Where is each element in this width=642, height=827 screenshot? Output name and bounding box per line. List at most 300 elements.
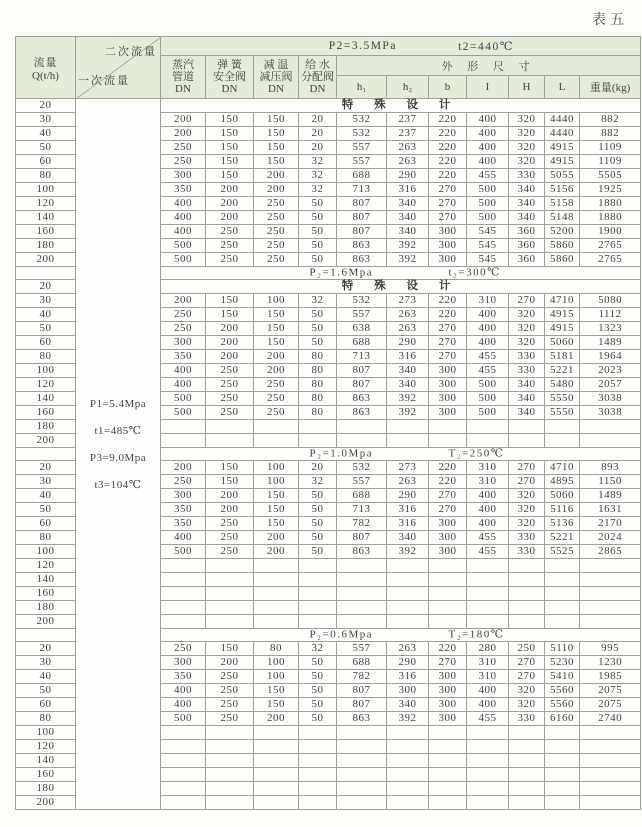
empty-cell bbox=[387, 573, 429, 587]
data-cell: 500 bbox=[161, 392, 206, 406]
flow-label: 流量 bbox=[33, 56, 58, 69]
empty-cell bbox=[387, 420, 429, 434]
data-cell: 330 bbox=[509, 531, 545, 545]
empty-cell bbox=[580, 601, 641, 615]
data-cell: 340 bbox=[509, 183, 545, 197]
empty-cell bbox=[545, 768, 580, 782]
data-cell: 400 bbox=[467, 127, 509, 141]
data-cell: 32 bbox=[299, 155, 337, 169]
side-label: P1=5.4Mpa bbox=[89, 398, 147, 410]
empty-cell bbox=[337, 601, 387, 615]
empty-cell bbox=[509, 782, 545, 796]
data-cell: 330 bbox=[509, 169, 545, 183]
data-cell: 330 bbox=[509, 545, 545, 559]
temperature-value: t2=440℃ bbox=[458, 41, 515, 53]
data-cell: 400 bbox=[467, 322, 509, 336]
flow-cell: 50 bbox=[16, 684, 76, 698]
flow-cell: 60 bbox=[16, 336, 76, 350]
data-cell: 5560 bbox=[545, 698, 580, 712]
flow-cell: 50 bbox=[16, 503, 76, 517]
data-cell: 200 bbox=[206, 183, 254, 197]
section-temperature-value: t₂=300℃ bbox=[448, 266, 501, 279]
data-cell: 392 bbox=[387, 239, 429, 253]
data-cell: 220 bbox=[429, 475, 467, 489]
empty-cell bbox=[387, 768, 429, 782]
header-line: 给 水 bbox=[305, 59, 330, 71]
data-cell: 532 bbox=[337, 113, 387, 127]
side-label: P3=9.0Mpa bbox=[89, 452, 147, 464]
section-pressure-value: P₂=0.6Mpa bbox=[309, 628, 374, 641]
data-cell: 300 bbox=[429, 239, 467, 253]
data-cell: 150 bbox=[254, 489, 299, 503]
data-cell: 220 bbox=[429, 461, 467, 475]
flow-cell: 120 bbox=[16, 197, 76, 211]
data-cell: 500 bbox=[161, 545, 206, 559]
data-cell: 545 bbox=[467, 253, 509, 267]
data-cell: 340 bbox=[509, 197, 545, 211]
data-cell: 320 bbox=[509, 698, 545, 712]
flow-cell: 160 bbox=[16, 587, 76, 601]
data-cell: 5200 bbox=[545, 225, 580, 239]
data-cell: 20 bbox=[299, 113, 337, 127]
data-cell: 320 bbox=[509, 489, 545, 503]
empty-cell bbox=[467, 782, 509, 796]
data-cell: 5110 bbox=[545, 642, 580, 656]
data-cell: 250 bbox=[254, 406, 299, 420]
data-cell: 1880 bbox=[580, 211, 641, 225]
data-cell: 500 bbox=[161, 253, 206, 267]
data-cell: 250 bbox=[206, 684, 254, 698]
data-cell: 500 bbox=[467, 183, 509, 197]
flow-cell: 100 bbox=[16, 545, 76, 559]
empty-cell bbox=[545, 796, 580, 810]
data-cell: 400 bbox=[467, 503, 509, 517]
data-cell: 807 bbox=[337, 531, 387, 545]
data-cell: 5550 bbox=[545, 392, 580, 406]
data-cell: 532 bbox=[337, 127, 387, 141]
data-cell: 50 bbox=[299, 211, 337, 225]
data-cell: 807 bbox=[337, 698, 387, 712]
data-cell: 4915 bbox=[545, 155, 580, 169]
empty-cell bbox=[467, 559, 509, 573]
empty-cell bbox=[161, 434, 206, 448]
data-cell: 270 bbox=[429, 183, 467, 197]
data-cell: 300 bbox=[429, 684, 467, 698]
data-cell: 4440 bbox=[545, 127, 580, 141]
empty-cell bbox=[337, 726, 387, 740]
column-header-steam-pipe-dn bbox=[161, 56, 206, 99]
flow-cell: 40 bbox=[16, 127, 76, 141]
empty-cell bbox=[387, 615, 429, 629]
data-cell: 807 bbox=[337, 364, 387, 378]
empty-cell bbox=[206, 587, 254, 601]
data-cell: 5560 bbox=[545, 684, 580, 698]
data-cell: 250 bbox=[206, 712, 254, 726]
data-cell: 316 bbox=[387, 670, 429, 684]
data-cell: 532 bbox=[337, 461, 387, 475]
data-cell: 290 bbox=[387, 169, 429, 183]
data-cell: 300 bbox=[429, 712, 467, 726]
header-line: DN bbox=[221, 83, 238, 95]
empty-cell bbox=[299, 796, 337, 810]
data-cell: 2057 bbox=[580, 378, 641, 392]
empty-cell bbox=[337, 754, 387, 768]
data-cell: 500 bbox=[161, 239, 206, 253]
data-cell: 150 bbox=[206, 475, 254, 489]
data-cell: 1631 bbox=[580, 503, 641, 517]
side-label: t3=104℃ bbox=[94, 479, 142, 491]
data-cell: 263 bbox=[387, 322, 429, 336]
data-cell: 863 bbox=[337, 406, 387, 420]
data-cell: 807 bbox=[337, 211, 387, 225]
data-cell: 340 bbox=[387, 211, 429, 225]
data-cell: 250 bbox=[254, 378, 299, 392]
data-cell: 340 bbox=[509, 211, 545, 225]
data-cell: 20 bbox=[299, 127, 337, 141]
data-cell: 300 bbox=[429, 406, 467, 420]
flow-cell: 140 bbox=[16, 211, 76, 225]
data-cell: 50 bbox=[299, 239, 337, 253]
header-line: 减压阀 bbox=[259, 71, 293, 83]
data-cell: 200 bbox=[254, 364, 299, 378]
data-cell: 400 bbox=[467, 489, 509, 503]
data-cell: 200 bbox=[206, 503, 254, 517]
empty-cell bbox=[206, 768, 254, 782]
data-cell: 250 bbox=[254, 253, 299, 267]
flow-cell: 100 bbox=[16, 726, 76, 740]
data-cell: 273 bbox=[387, 294, 429, 308]
data-cell: 273 bbox=[387, 461, 429, 475]
empty-cell bbox=[206, 754, 254, 768]
data-cell: 400 bbox=[161, 225, 206, 239]
data-cell: 300 bbox=[429, 517, 467, 531]
empty-cell bbox=[161, 601, 206, 615]
data-cell: 5136 bbox=[545, 517, 580, 531]
data-cell: 400 bbox=[467, 698, 509, 712]
data-cell: 270 bbox=[509, 294, 545, 308]
empty-cell bbox=[580, 768, 641, 782]
data-cell: 300 bbox=[161, 169, 206, 183]
condition-header bbox=[161, 37, 641, 56]
data-cell: 200 bbox=[206, 489, 254, 503]
data-cell: 316 bbox=[387, 350, 429, 364]
data-cell: 500 bbox=[161, 406, 206, 420]
data-cell: 2740 bbox=[580, 712, 641, 726]
data-cell: 545 bbox=[467, 225, 509, 239]
empty-cell bbox=[206, 726, 254, 740]
empty-cell bbox=[545, 615, 580, 629]
empty-cell bbox=[161, 420, 206, 434]
flow-cell: 20 bbox=[16, 280, 76, 294]
data-cell: 545 bbox=[467, 239, 509, 253]
data-cell: 5116 bbox=[545, 503, 580, 517]
empty-cell bbox=[467, 587, 509, 601]
data-cell: 400 bbox=[161, 378, 206, 392]
data-cell: 50 bbox=[299, 698, 337, 712]
data-cell: 50 bbox=[299, 322, 337, 336]
data-cell: 350 bbox=[161, 503, 206, 517]
flow-cell: 160 bbox=[16, 768, 76, 782]
data-cell: 330 bbox=[509, 364, 545, 378]
table-row bbox=[16, 99, 641, 113]
data-cell: 807 bbox=[337, 197, 387, 211]
flow-cell: 60 bbox=[16, 517, 76, 531]
data-cell: 250 bbox=[161, 308, 206, 322]
data-cell: 250 bbox=[161, 642, 206, 656]
data-cell: 250 bbox=[206, 670, 254, 684]
data-cell: 6160 bbox=[545, 712, 580, 726]
empty-cell bbox=[337, 615, 387, 629]
column-header-h2: h₂ bbox=[387, 76, 429, 99]
data-cell: 220 bbox=[429, 155, 467, 169]
empty-cell bbox=[299, 587, 337, 601]
data-cell: 270 bbox=[509, 475, 545, 489]
data-cell: 1112 bbox=[580, 308, 641, 322]
data-cell: 150 bbox=[254, 308, 299, 322]
data-cell: 250 bbox=[206, 517, 254, 531]
empty-cell bbox=[429, 420, 467, 434]
data-cell: 316 bbox=[387, 503, 429, 517]
empty-cell bbox=[545, 726, 580, 740]
data-cell: 863 bbox=[337, 712, 387, 726]
data-cell: 263 bbox=[387, 155, 429, 169]
empty-cell bbox=[429, 434, 467, 448]
data-cell: 50 bbox=[299, 531, 337, 545]
data-cell: 200 bbox=[206, 211, 254, 225]
data-cell: 32 bbox=[299, 475, 337, 489]
flow-cell: 50 bbox=[16, 141, 76, 155]
data-cell: 270 bbox=[429, 503, 467, 517]
data-cell: 250 bbox=[206, 392, 254, 406]
data-cell: 80 bbox=[299, 406, 337, 420]
data-cell: 250 bbox=[206, 253, 254, 267]
data-cell: 392 bbox=[387, 253, 429, 267]
empty-cell bbox=[545, 420, 580, 434]
data-cell: 400 bbox=[161, 364, 206, 378]
data-cell: 807 bbox=[337, 225, 387, 239]
empty-cell bbox=[206, 434, 254, 448]
flow-cell: 160 bbox=[16, 406, 76, 420]
data-cell: 250 bbox=[206, 406, 254, 420]
data-cell: 5230 bbox=[545, 656, 580, 670]
special-design-cell: 特 殊 设 计 bbox=[161, 99, 641, 113]
data-cell: 340 bbox=[387, 531, 429, 545]
flow-cell: 180 bbox=[16, 782, 76, 796]
empty-cell bbox=[254, 573, 299, 587]
data-cell: 1150 bbox=[580, 475, 641, 489]
data-cell: 400 bbox=[161, 698, 206, 712]
data-cell: 300 bbox=[429, 392, 467, 406]
data-cell: 5060 bbox=[545, 489, 580, 503]
empty-cell bbox=[161, 587, 206, 601]
data-cell: 557 bbox=[337, 642, 387, 656]
data-cell: 50 bbox=[299, 336, 337, 350]
empty-cell bbox=[206, 615, 254, 629]
empty-cell bbox=[299, 573, 337, 587]
empty-cell bbox=[580, 615, 641, 629]
data-cell: 270 bbox=[509, 461, 545, 475]
data-cell: 270 bbox=[429, 197, 467, 211]
flow-cell: 40 bbox=[16, 670, 76, 684]
data-cell: 320 bbox=[509, 141, 545, 155]
data-cell: 100 bbox=[254, 294, 299, 308]
flow-cell: 200 bbox=[16, 434, 76, 448]
special-design-cell: 特 殊 设 计 bbox=[161, 280, 641, 294]
empty-cell bbox=[387, 740, 429, 754]
data-cell: 250 bbox=[254, 225, 299, 239]
table-body bbox=[16, 99, 641, 810]
empty-cell bbox=[509, 726, 545, 740]
data-cell: 280 bbox=[467, 642, 509, 656]
flow-cell: 30 bbox=[16, 475, 76, 489]
data-cell: 270 bbox=[429, 336, 467, 350]
flow-cell: 140 bbox=[16, 754, 76, 768]
data-cell: 200 bbox=[206, 656, 254, 670]
empty-cell bbox=[467, 615, 509, 629]
empty-cell bbox=[580, 573, 641, 587]
flow-cell: 20 bbox=[16, 99, 76, 113]
primary-flow-label: 一次流量 bbox=[78, 75, 130, 87]
empty-cell bbox=[509, 601, 545, 615]
data-cell: 688 bbox=[337, 336, 387, 350]
empty-cell bbox=[467, 768, 509, 782]
empty-cell bbox=[254, 796, 299, 810]
flow-cell bbox=[16, 267, 76, 280]
data-cell: 5148 bbox=[545, 211, 580, 225]
flow-cell: 30 bbox=[16, 656, 76, 670]
empty-cell bbox=[467, 434, 509, 448]
data-cell: 50 bbox=[299, 308, 337, 322]
data-cell: 688 bbox=[337, 489, 387, 503]
column-header-water-dist-valve-dn bbox=[299, 56, 337, 99]
header-line: 蒸汽 bbox=[172, 59, 194, 71]
data-cell: 340 bbox=[387, 225, 429, 239]
data-cell: 863 bbox=[337, 253, 387, 267]
section-temperature-value: T₂=250℃ bbox=[448, 447, 505, 460]
flow-cell: 80 bbox=[16, 531, 76, 545]
empty-cell bbox=[161, 559, 206, 573]
flow-cell: 120 bbox=[16, 559, 76, 573]
data-cell: 500 bbox=[467, 406, 509, 420]
data-cell: 300 bbox=[387, 684, 429, 698]
empty-cell bbox=[254, 615, 299, 629]
empty-cell bbox=[254, 587, 299, 601]
data-cell: 150 bbox=[206, 141, 254, 155]
data-cell: 250 bbox=[206, 698, 254, 712]
empty-cell bbox=[161, 796, 206, 810]
data-cell: 863 bbox=[337, 239, 387, 253]
data-cell: 713 bbox=[337, 350, 387, 364]
empty-cell bbox=[580, 782, 641, 796]
empty-cell bbox=[206, 796, 254, 810]
data-cell: 200 bbox=[206, 336, 254, 350]
data-cell: 2075 bbox=[580, 684, 641, 698]
data-cell: 320 bbox=[509, 517, 545, 531]
data-cell: 500 bbox=[467, 392, 509, 406]
data-cell: 300 bbox=[429, 545, 467, 559]
section-header-cell bbox=[161, 448, 641, 461]
empty-cell bbox=[387, 559, 429, 573]
data-cell: 270 bbox=[509, 656, 545, 670]
data-cell: 5860 bbox=[545, 253, 580, 267]
data-cell: 713 bbox=[337, 183, 387, 197]
data-cell: 150 bbox=[254, 113, 299, 127]
flow-cell: 140 bbox=[16, 573, 76, 587]
data-cell: 5550 bbox=[545, 406, 580, 420]
empty-cell bbox=[254, 740, 299, 754]
section-pressure-value: P₂=1.0Mpa bbox=[309, 447, 374, 460]
flow-cell: 200 bbox=[16, 615, 76, 629]
data-cell: 5156 bbox=[545, 183, 580, 197]
data-cell: 300 bbox=[161, 336, 206, 350]
data-cell: 392 bbox=[387, 406, 429, 420]
data-cell: 220 bbox=[429, 169, 467, 183]
header-line: DN bbox=[309, 83, 326, 95]
data-cell: 400 bbox=[161, 197, 206, 211]
data-cell: 32 bbox=[299, 169, 337, 183]
empty-cell bbox=[429, 768, 467, 782]
empty-cell bbox=[429, 796, 467, 810]
data-cell: 782 bbox=[337, 517, 387, 531]
data-cell: 300 bbox=[429, 253, 467, 267]
data-cell: 316 bbox=[387, 517, 429, 531]
data-cell: 2765 bbox=[580, 253, 641, 267]
empty-cell bbox=[161, 782, 206, 796]
data-cell: 320 bbox=[509, 503, 545, 517]
flow-cell: 180 bbox=[16, 239, 76, 253]
page-title: 表五 bbox=[592, 13, 628, 28]
empty-cell bbox=[429, 573, 467, 587]
data-cell: 455 bbox=[467, 545, 509, 559]
empty-cell bbox=[337, 559, 387, 573]
column-header-reducing-valve-dn bbox=[254, 56, 299, 99]
flow-cell bbox=[16, 448, 76, 461]
empty-cell bbox=[467, 420, 509, 434]
data-cell: 250 bbox=[161, 155, 206, 169]
data-cell: 782 bbox=[337, 670, 387, 684]
primary-flow-conditions-cell bbox=[76, 99, 161, 810]
flow-cell: 20 bbox=[16, 642, 76, 656]
data-cell: 5181 bbox=[545, 350, 580, 364]
data-cell: 300 bbox=[429, 531, 467, 545]
flow-cell: 50 bbox=[16, 322, 76, 336]
empty-cell bbox=[161, 726, 206, 740]
data-cell: 300 bbox=[429, 364, 467, 378]
data-cell: 150 bbox=[254, 336, 299, 350]
data-cell: 200 bbox=[161, 127, 206, 141]
empty-cell bbox=[337, 740, 387, 754]
empty-cell bbox=[161, 754, 206, 768]
flow-cell: 30 bbox=[16, 294, 76, 308]
data-cell: 500 bbox=[467, 211, 509, 225]
data-cell: 250 bbox=[206, 545, 254, 559]
empty-cell bbox=[509, 434, 545, 448]
empty-cell bbox=[580, 559, 641, 573]
empty-cell bbox=[467, 573, 509, 587]
data-cell: 340 bbox=[387, 197, 429, 211]
flow-cell bbox=[16, 629, 76, 642]
data-cell: 200 bbox=[254, 169, 299, 183]
data-cell: 400 bbox=[161, 211, 206, 225]
flow-cell: 40 bbox=[16, 308, 76, 322]
empty-cell bbox=[337, 768, 387, 782]
data-cell: 863 bbox=[337, 545, 387, 559]
spec-table bbox=[15, 36, 641, 810]
flow-cell: 60 bbox=[16, 155, 76, 169]
data-cell: 995 bbox=[580, 642, 641, 656]
empty-cell bbox=[467, 754, 509, 768]
data-cell: 1109 bbox=[580, 155, 641, 169]
